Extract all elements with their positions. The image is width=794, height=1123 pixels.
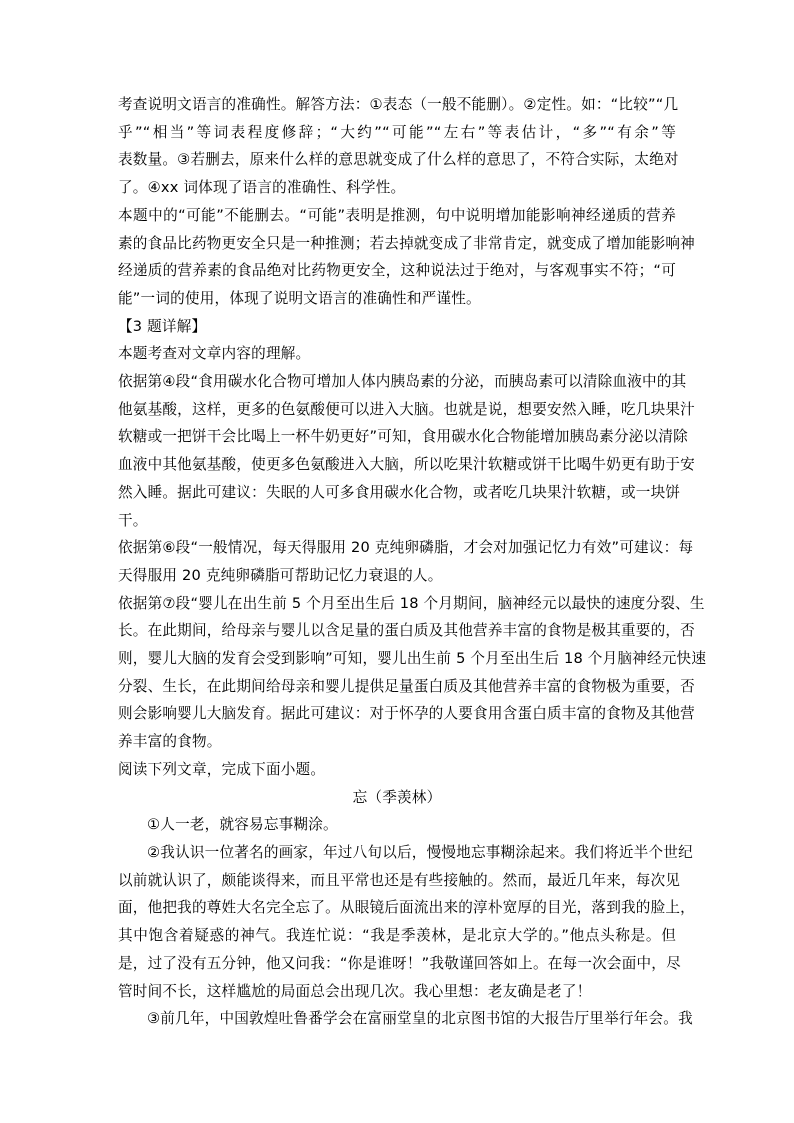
document-body xyxy=(118,91,707,1033)
text-line: 长。在此期间，给母亲与婴儿以含足量的蛋白质及其他营养丰富的食物是极其重要的，否 xyxy=(118,622,695,640)
text-line: 依据第④段“食用碳水化合物可增加人体内胰岛素的分泌，而胰岛素可以清除血液中的其 xyxy=(118,373,687,391)
text-line: 了。④xx 词体现了语言的准确性、科学性。 xyxy=(118,179,406,197)
text-line: ①人一老，就容易忘事糊涂。 xyxy=(147,816,338,834)
text-line: 分裂、生长，在此期间给母亲和婴儿提供足量蛋白质及其他营养丰富的食物极为重要，否 xyxy=(118,677,695,695)
text-line: 血液中其他氨基酸，使更多色氨酸进入大脑，所以吃果汁软糖或饼干比喝牛奶更有助于安 xyxy=(118,456,695,474)
text-line: 表数量。③若删去，原来什么样的意思就变成了什么样的意思了，不符合实际，太绝对 xyxy=(118,151,679,169)
text-line: 干。 xyxy=(118,511,148,529)
text-line: 忘（季羡林） xyxy=(352,788,442,806)
text-line: 素的食品比药物更安全只是一种推测；若去掉就变成了非常肯定，就变成了增加能影响神 xyxy=(118,234,695,252)
text-line: 依据第⑦段“婴儿在出生前 5 个月至出生后 18 个月期间，脑神经元以最快的速度分裂、生 xyxy=(118,594,705,612)
text-line: 乎”“相当”等词表程度修辞；“大约”“可能”“左右”等表估计，“多”“有余”等 xyxy=(118,123,676,141)
text-line: 考查说明文语言的准确性。解答方法：①表态（一般不能删）。②定性。如：“比较”“几 xyxy=(118,96,679,113)
text-line: 依据第⑥段“一般情况，每天得服用 20 克纯卵磷脂，才会对加强记忆力有效”可建议：每 xyxy=(118,539,694,557)
text-line: 然入睡。据此可建议：失眠的人可多食用碳水化合物，或者吃几块果汁软糖，或一块饼 xyxy=(118,483,681,501)
text-line: 经递质的营养素的食品绝对比药物更安全，这种说法过于绝对，与客观事实不符；“可 xyxy=(118,262,676,280)
text-line: 本题考查对文章内容的理解。 xyxy=(118,345,311,363)
text-line: 则会影响婴儿大脑发育。据此可建议：对于怀孕的人要食用含蛋白质丰富的食物及其他营 xyxy=(118,705,695,723)
text-line: ②我认识一位著名的画家，年过八旬以后，慢慢地忘事糊涂起来。我们将近半个世纪 xyxy=(147,843,693,861)
text-line: 面，他把我的尊姓大名完全忘了。从眼镜后面流出来的淳朴宽厚的目光，落到我的脸上， xyxy=(118,899,695,917)
text-line: 以前就认识了，颇能谈得来，而且平常也还是有些接触的。然而，最近几年来，每次见 xyxy=(118,871,681,889)
text-line: 管时间不长，这样尴尬的局面总会出现几次。我心里想：老友确是老了！ xyxy=(118,982,592,1000)
text-line: 软糖或一把饼干会比喝上一杯牛奶更好”可知，食用碳水化合物能增加胰岛素分泌以清除 xyxy=(118,428,688,446)
text-line: 他氨基酸，这样，更多的色氨酸便可以进入大脑。也就是说，想要安然入睡，吃几块果汁 xyxy=(118,400,695,418)
text-line: 天得服用 20 克纯卵磷脂可帮助记忆力衰退的人。 xyxy=(118,566,443,584)
text-line: 则，婴儿大脑的发育会受到影响”可知，婴儿出生前 5 个月至出生后 18 个月脑神经元快速 xyxy=(118,650,707,668)
text-line: 养丰富的食物。 xyxy=(118,733,222,751)
text-line: 是，过了没有五分钟，他又问我：“你是谁呀！”我敬谨回答如上。在每一次会面中，尽 xyxy=(118,954,681,972)
text-line: 阅读下列文章，完成下面小题。 xyxy=(118,760,326,778)
text-line: 其中饱含着疑惑的神气。我连忙说：“我是季羡林，是北京大学的。”他点头称是。但 xyxy=(118,927,676,945)
text-line: 能”一词的使用，体现了说明文语言的准确性和严谨性。 xyxy=(118,289,481,307)
text-line: 本题中的“可能”不能删去。“可能”表明是推测，句中说明增加能影响神经递质的营养 xyxy=(118,206,676,224)
text-line: 【3 题详解】 xyxy=(118,317,207,335)
text-line: ③前几年，中国敦煌吐鲁番学会在富丽堂皇的北京图书馆的大报告厅里举行年会。我 xyxy=(147,1010,693,1028)
